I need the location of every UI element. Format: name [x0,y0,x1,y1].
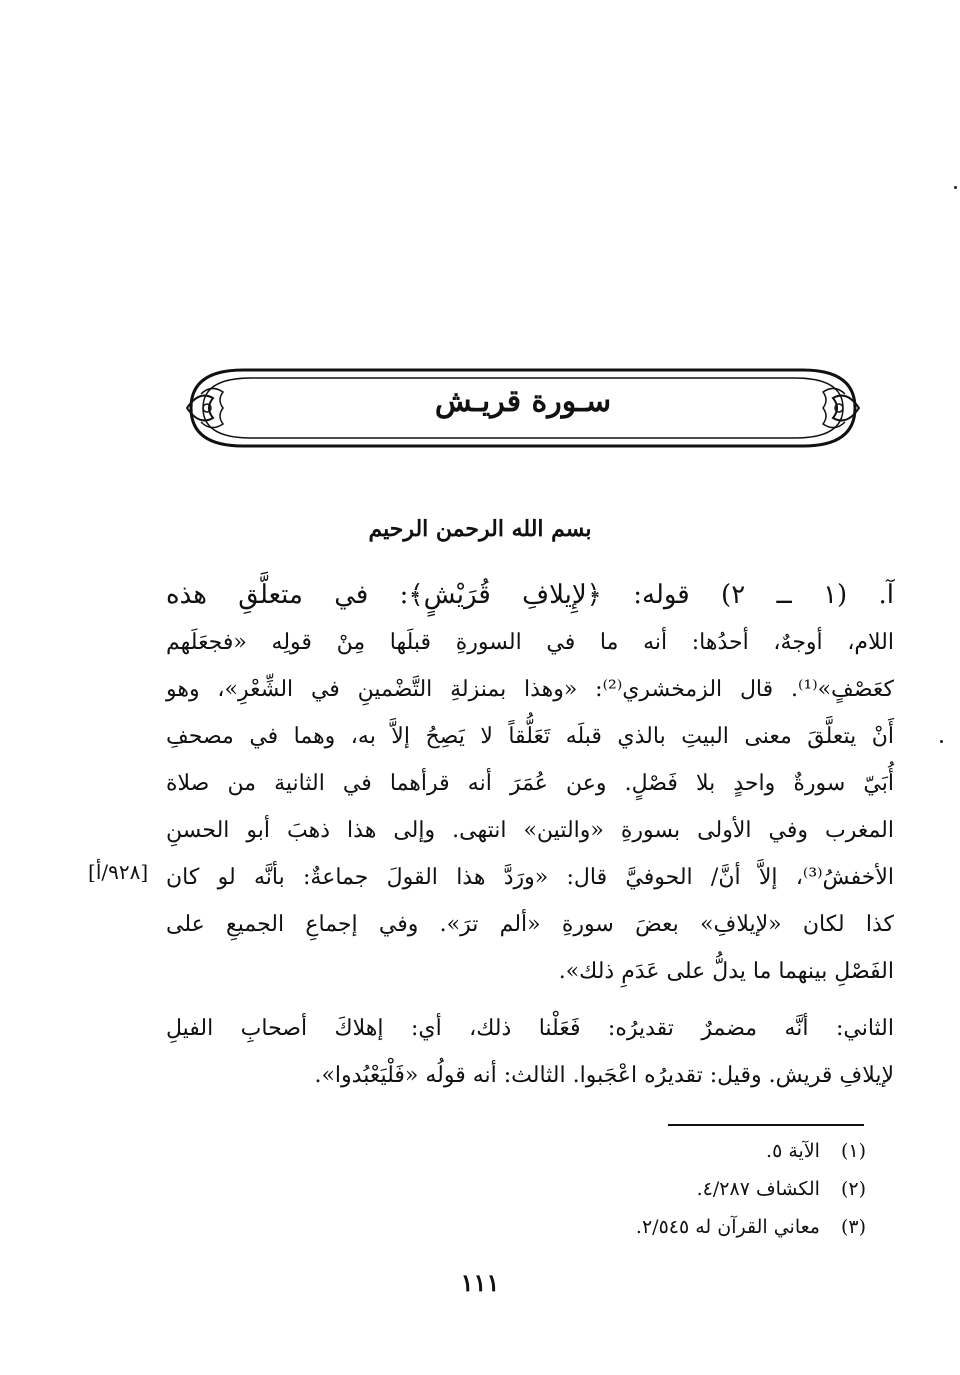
text-line: الثاني: أنَّه مضمرٌ تقديرُه: فَعَلْنا ذلك، أي: إهلاكَ أصحابِ الفيلِ [166,1016,894,1041]
footnote-number: (١) [840,1140,866,1162]
text-line: اللام، أوجهٌ، أحدُها: أنه ما في السورةِ قبلَها مِنْ قولِه «فجعَلَهم [166,630,894,655]
footnote-text: معاني القرآن له ٢/٥٤٥. [635,1216,820,1238]
surah-title: سـورة قريـش [434,384,612,419]
scan-speck [940,740,943,743]
text-line: آ. (١ ــ ٢) قوله: ﴿لإِيلافِ قُرَيْشٍ﴾: في متعلَّقِ هذه [166,580,894,610]
footnote-number: (٣) [840,1216,866,1238]
footnote-separator [668,1124,864,1126]
basmala: بسم الله الرحمن الرحيم [368,516,592,542]
scan-speck [954,186,957,189]
text-line: لإيلافِ قريش. وقيل: تقديرُه اعْجَبوا. الثالث: أنه قولُه «فَلْيَعْبُدوا». [314,1063,894,1088]
surah-title-cartouche [183,364,863,452]
manuscript-folio-ref: [٩٢٨/أ] [88,860,149,884]
text-line: كعَصْفٍ»⁽¹⁾. قال الزمخشري⁽²⁾: «وهذا بمنزلةِ التَّضْمينِ في الشِّعْرِ»، وهو [166,677,894,702]
text-line: أَنْ يتعلَّقَ معنى البيتِ بالذي قبلَه تَعَلُّقاً لا يَصِحُ إلاَّ به، وهما في مصحفِ [166,724,894,749]
footnotes [400,1132,866,1246]
footnote [400,1208,866,1246]
text-line: أُبَيّ سورةٌ واحدٍ بلا فَصْلٍ. وعن عُمَرَ أنه قرأهما في الثانية من صلاة [166,771,894,796]
footnote-number: (٢) [840,1178,866,1200]
footnote [400,1132,866,1170]
commentary-body [166,572,894,1099]
footnote [400,1170,866,1208]
text-line: المغرب وفي الأولى بسورةِ «والتين» انتهى. وإلى هذا ذهبَ أبو الحسنِ [166,818,894,843]
text-line: كذا لكان «لإيلافِ» بعضَ سورةِ «ألم ترَ». وفي إجماعِ الجميعِ على [166,912,894,937]
footnote-text: الكشاف ٤/٢٨٧. [696,1178,820,1200]
text-line: الفَصْلِ بينهما ما يدلُّ على عَدَمِ ذلك». [558,959,894,984]
page-number: ١١١ [460,1268,500,1297]
text-line: الأخفشُ⁽³⁾، إلاَّ أنَّ/ الحوفيَّ قال: «ورَدَّ هذا القولَ جماعةٌ: بأنَّه لو كان [166,865,894,890]
footnote-text: الآية ٥. [766,1140,820,1162]
